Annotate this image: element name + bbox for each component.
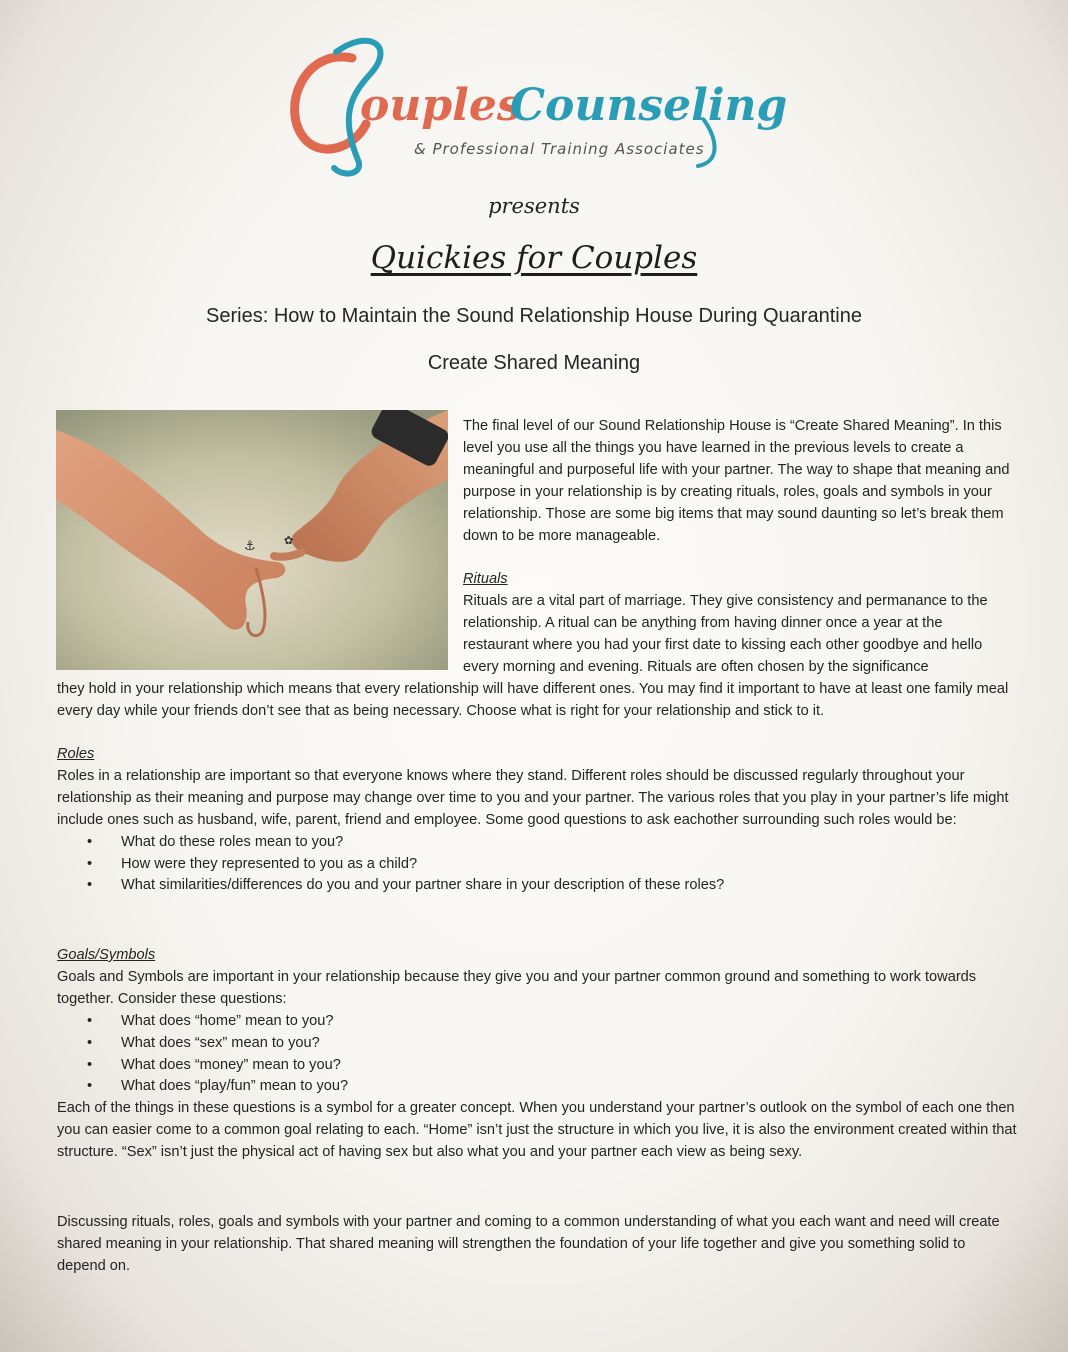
svg-text:⚓: ⚓ — [244, 539, 256, 554]
list-item: • What does “home” mean to you? — [57, 1011, 1017, 1033]
logo-graphic — [274, 28, 794, 178]
goals-symbols-heading: Goals/Symbols — [57, 947, 156, 963]
roles-question-list — [57, 832, 1017, 898]
rituals-paragraph-part1: Rituals are a vital part of marriage. They give consistency and permanance to the relationship. A ritual can be anything from having dinner once a year at the restaurant where you had your first date to kissing each other goodbye and hello every morning and evening. Rituals are often chosen by the significance — [463, 593, 988, 675]
goals-symbols-paragraph: Goals and Symbols are important in your relationship because they give you and your partner common ground and something to work towards together. Consider these questions: — [57, 968, 977, 1007]
symbols-explanation-paragraph: Each of the things in these questions is a symbol for a greater concept. When you understand your partner’s outlook on the symbol of each one then you can easier come to a common goal relating to each. “Home” isn’t just the structure in which you live, it is also the environment created within that structure. “Sex” isn’t just the physical act of having sex but also what you and your partner each view as being sexy. — [57, 1100, 1017, 1161]
logo-brand-teal: Counseling — [510, 80, 788, 131]
intro-paragraph: The final level of our Sound Relationship House is “Create Shared Meaning”. In this level you use all the things you have learned in the previous levels to create a meaningful and purposeful life with your partner. The way to shape that meaning and purpose in your relationship is by creating rituals, roles, goals and symbols in your relationship. Those are some big items that may sound daunting so let’s break them down to be more manageable. — [463, 418, 1010, 544]
document-title: Quickies for Couples — [370, 240, 698, 276]
roles-section — [57, 744, 1017, 897]
list-item: • What similarities/differences do you and your partner share in your description of these roles? — [57, 875, 1017, 897]
list-item: • What does “money” mean to you? — [57, 1055, 1017, 1077]
holding-hands-photo — [56, 410, 448, 670]
list-item: • How were they represented to you as a child? — [57, 854, 1017, 876]
roles-paragraph: Roles in a relationship are important so that everyone knows where they stand. Different roles should be discussed regularly throughout your relationship as their meaning and purpose may change over time to you and your partner. The various roles that you play in your partner’s life might include ones such as husband, wife, parent, friend and employee. Some good questions to ask eachother surrounding such roles would be: — [57, 767, 1009, 828]
rituals-heading: Rituals — [463, 571, 508, 587]
rituals-paragraph-part2: they hold in your relationship which means that every relationship will have different ones. You may find it important to have at least one family meal every day while your friends don’t see that as being necessary. Choose what is right for your relationship and stick to it. — [57, 681, 1009, 719]
roles-heading: Roles — [57, 746, 95, 762]
svg-text:✿: ✿ — [284, 534, 294, 547]
goals-question-list — [57, 1011, 1017, 1099]
series-heading: Series: How to Maintain the Sound Relationship House During Quarantine — [206, 305, 862, 327]
list-item: • What does “play/fun” mean to you? — [57, 1076, 1017, 1098]
closing-paragraph: Discussing rituals, roles, goals and symbols with your partner and coming to a common understanding of what you each want and need will create shared meaning in your relationship. That shared meaning will strengthen the foundation of your life together and give you something solid to depend on. — [57, 1214, 1000, 1274]
list-item: • What does “sex” mean to you? — [57, 1033, 1017, 1055]
logo-brand-coral: ouples — [360, 80, 522, 131]
list-item: • What do these roles mean to you? — [57, 832, 1017, 854]
logo-c-flourish — [295, 57, 366, 149]
section-subtitle: Create Shared Meaning — [427, 352, 641, 374]
presents-label: presents — [488, 194, 580, 218]
organization-logo — [0, 28, 1068, 178]
photo-illustration — [56, 410, 448, 670]
goals-symbols-section — [57, 945, 1017, 1164]
logo-tagline: & Professional Training Associates — [414, 140, 705, 158]
